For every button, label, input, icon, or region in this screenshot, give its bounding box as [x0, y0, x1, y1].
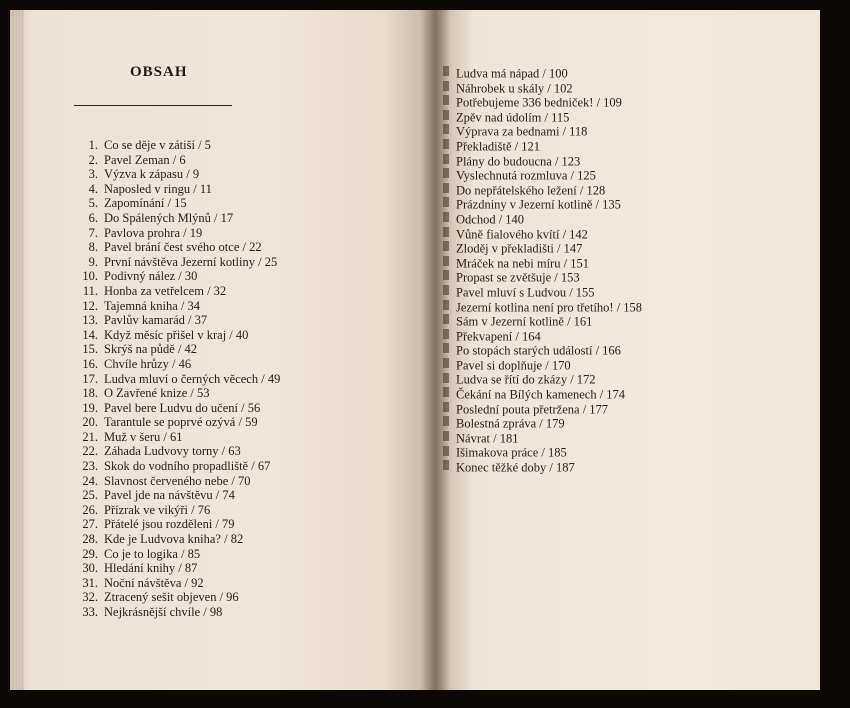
chapter-number: 33.	[82, 605, 98, 619]
chapter-entry	[456, 194, 642, 212]
chapter-number: 32.	[82, 590, 98, 605]
chapter-number: 17.	[82, 371, 98, 386]
chapter-title: Sám v Jezerní kotlině / 161	[456, 314, 593, 329]
gutter-mark	[443, 300, 449, 310]
chapter-entry	[76, 459, 280, 474]
chapter-number: 16.	[82, 356, 98, 371]
gutter-mark	[443, 358, 449, 368]
chapter-entry	[76, 415, 280, 430]
chapter-entry	[76, 357, 280, 372]
gutter-mark	[443, 416, 449, 426]
chapter-title: Ludva mluví o černých věcech / 49	[104, 371, 281, 386]
chapter-number: 21.	[82, 429, 98, 444]
chapter-title: Slavnost červeného nebe / 70	[104, 473, 251, 488]
page-edge	[10, 10, 24, 694]
chapter-title: Výprava za bednami / 118	[456, 124, 588, 139]
chapter-entry	[456, 253, 642, 271]
chapter-title: Išimakova práce / 185	[456, 446, 567, 461]
contents-title: OBSAH	[130, 64, 188, 80]
chapter-entry	[76, 240, 280, 255]
chapter-number: 27.	[82, 517, 98, 532]
chapter-title: Zloděj v překladišti / 147	[456, 241, 583, 256]
chapter-number: 4.	[88, 181, 98, 196]
chapter-entry	[76, 226, 280, 241]
gutter-mark	[443, 212, 449, 222]
chapter-title: Pavel bere Ludvu do učení / 56	[104, 400, 261, 415]
chapter-number: 18.	[82, 386, 98, 401]
gutter-mark	[443, 402, 449, 412]
chapter-title: Vyslechnutá rozmluva / 125	[456, 168, 596, 183]
chapter-title: Záhada Ludvovy torny / 63	[104, 444, 241, 459]
chapter-number: 26.	[82, 502, 98, 517]
chapter-number: 13.	[82, 313, 98, 328]
chapter-entry	[76, 386, 280, 401]
chapter-entry	[76, 430, 280, 445]
gutter-mark	[443, 95, 449, 105]
chapter-entry	[76, 299, 280, 314]
chapter-title: Mráček na nebi míru / 151	[456, 256, 589, 271]
bottom-shadow	[0, 690, 850, 708]
chapter-number: 22.	[82, 444, 98, 459]
chapter-entry	[456, 224, 642, 242]
chapter-title: Tajemná kniha / 34	[104, 298, 200, 313]
chapter-entry	[456, 78, 642, 96]
chapter-entry	[456, 238, 642, 256]
chapter-entry	[76, 138, 280, 153]
gutter-mark	[443, 431, 449, 441]
chapter-title: Návrat / 181	[456, 431, 519, 446]
chapter-entry	[456, 180, 642, 198]
chapter-title: Hledání knihy / 87	[104, 561, 198, 576]
chapter-title: Skrýš na půdě / 42	[104, 342, 198, 357]
chapter-number: 12.	[82, 298, 98, 313]
title-divider	[74, 105, 232, 106]
chapter-title: Pavlova prohra / 19	[104, 225, 203, 240]
chapter-number: 9.	[88, 254, 98, 269]
chapter-entry	[76, 182, 280, 197]
chapter-title: Co je to logika / 85	[104, 546, 201, 561]
chapter-entry	[456, 297, 643, 315]
chapter-title: Ztracený sešit objeven / 96	[104, 590, 239, 605]
chapter-title: Honba za vetřelcem / 32	[104, 283, 227, 298]
chapter-entry	[76, 269, 280, 284]
chapter-entry	[76, 401, 280, 416]
gutter-mark	[443, 343, 449, 353]
chapter-number: 10.	[82, 269, 98, 284]
chapter-entry	[456, 457, 642, 475]
chapter-title: Zapomínání / 15	[104, 196, 187, 211]
chapter-entry	[456, 282, 642, 300]
chapter-entry	[456, 267, 642, 285]
gutter-mark	[443, 154, 449, 164]
chapter-title: Poslední pouta přetržena / 177	[456, 402, 609, 417]
chapter-number: 20.	[82, 415, 98, 430]
chapter-title: Do Spálených Mlýnů / 17	[104, 210, 234, 225]
chapter-entry	[76, 313, 280, 328]
gutter-mark	[443, 110, 449, 120]
chapter-number: 14.	[82, 327, 98, 342]
gutter-mark	[443, 270, 449, 280]
chapter-entry	[76, 255, 280, 270]
chapter-title: Když měsíc přišel v kraj / 40	[104, 327, 249, 342]
chapter-title: Do nepřátelského ležení / 128	[456, 183, 606, 198]
chapter-title: Kde je Ludvova kniha? / 82	[104, 532, 244, 547]
chapter-entry	[76, 488, 280, 503]
gutter-mark	[443, 227, 449, 237]
chapter-entry	[76, 196, 280, 211]
chapter-number: 7.	[88, 225, 98, 240]
chapter-title: Odchod / 140	[456, 212, 525, 227]
chapter-entry	[76, 167, 280, 182]
chapter-title: Propast se zvětšuje / 153	[456, 270, 580, 285]
chapter-number: 8.	[88, 240, 98, 255]
chapter-title: Ludva má nápad / 100	[456, 66, 568, 81]
chapter-title: O Zavřené knize / 53	[104, 386, 210, 401]
chapter-title: Pavel jde na návštěvu / 74	[104, 488, 235, 503]
chapter-entry	[76, 372, 280, 387]
chapter-title: Potřebujeme 336 bedniček! / 109	[456, 95, 622, 110]
gutter-mark	[443, 387, 449, 397]
chapter-number: 24.	[82, 473, 98, 488]
gutter-mark	[443, 81, 449, 91]
gutter-mark	[443, 139, 449, 149]
chapter-title: Výzva k zápasu / 9	[104, 167, 200, 182]
chapter-title: Překladiště / 121	[456, 139, 541, 154]
chapter-entry	[76, 576, 280, 591]
chapter-title: Konec těžké doby / 187	[456, 460, 575, 475]
chapter-entry	[456, 121, 642, 139]
chapter-entry	[76, 532, 280, 547]
chapter-entry	[456, 442, 642, 461]
chapter-title: Prázdniny v Jezerní kotlině / 135	[456, 197, 621, 212]
chapter-number: 31.	[82, 575, 98, 590]
chapter-number: 19.	[82, 400, 98, 415]
chapter-title: Bolestná zpráva / 179	[456, 416, 565, 431]
chapter-entry	[76, 328, 280, 343]
chapter-title: Překvapení / 164	[456, 329, 541, 344]
chapter-title: Co se děje v zátiší / 5	[104, 138, 211, 152]
contents-list-left	[76, 138, 280, 620]
chapter-title: Přízrak ve vikýři / 76	[104, 502, 211, 517]
chapter-title: Po stopách starých událostí / 166	[456, 343, 621, 358]
chapter-entry	[76, 342, 280, 357]
chapter-title: Vůně fialového kvítí / 142	[456, 227, 588, 242]
chapter-entry	[456, 151, 642, 169]
chapter-title: Ludva se řítí do zkázy / 172	[456, 373, 596, 388]
contents-list-right	[456, 63, 643, 475]
chapter-title: První návštěva Jezerní kotliny / 25	[104, 254, 278, 269]
chapter-entry	[76, 444, 280, 459]
chapter-title: Pavel brání čest svého otce / 22	[104, 240, 262, 255]
chapter-entry	[76, 561, 280, 576]
chapter-entry	[456, 92, 642, 110]
chapter-entry	[76, 590, 280, 605]
chapter-entry	[76, 211, 280, 226]
chapter-number: 6.	[88, 210, 98, 225]
chapter-entry	[76, 605, 280, 620]
gutter-mark	[443, 460, 449, 470]
chapter-title: Zpěv nad údolím / 115	[456, 110, 570, 125]
chapter-number: 1.	[88, 138, 98, 152]
chapter-number: 5.	[88, 196, 98, 211]
chapter-title: Naposled v ringu / 11	[104, 181, 212, 196]
gutter-mark	[443, 197, 449, 207]
chapter-number: 2.	[88, 152, 98, 167]
chapter-number: 23.	[82, 459, 98, 474]
chapter-entry	[456, 340, 642, 358]
chapter-entry	[76, 517, 280, 532]
chapter-entry	[76, 153, 280, 168]
gutter-mark	[443, 66, 449, 76]
chapter-title: Plány do budoucna / 123	[456, 154, 581, 169]
chapter-title: Pavel mluví s Ludvou / 155	[456, 285, 595, 300]
gutter-mark	[443, 241, 449, 251]
chapter-title: Podivný nález / 30	[104, 269, 198, 284]
chapter-title: Noční návštěva / 92	[104, 575, 204, 590]
gutter-mark	[443, 314, 449, 324]
chapter-entry	[456, 165, 642, 183]
chapter-number: 25.	[82, 488, 98, 503]
gutter-mark	[443, 285, 449, 295]
gutter-mark	[443, 168, 449, 178]
chapter-title: Tarantule se poprvé ozývá / 59	[104, 415, 258, 430]
gutter-mark	[443, 124, 449, 134]
chapter-entry	[456, 413, 642, 431]
chapter-entry	[76, 474, 280, 489]
gutter-mark	[443, 183, 449, 193]
chapter-number: 3.	[88, 167, 98, 182]
chapter-number: 29.	[82, 546, 98, 561]
chapter-number: 15.	[82, 342, 98, 357]
chapter-title: Pavel Zeman / 6	[104, 152, 186, 167]
chapter-title: Pavel si doplňuje / 170	[456, 358, 571, 373]
chapter-title: Skok do vodního propadliště / 67	[104, 459, 271, 474]
chapter-entry	[76, 284, 280, 299]
chapter-title: Chvíle hrůzy / 46	[104, 356, 192, 371]
chapter-number: 11.	[82, 283, 98, 298]
chapter-entry	[76, 547, 280, 562]
chapter-title: Náhrobek u skály / 102	[456, 81, 573, 96]
gutter-mark	[443, 256, 449, 266]
chapter-entry	[456, 63, 642, 81]
chapter-title: Přátelé jsou rozděleni / 79	[104, 517, 235, 532]
chapter-number: 28.	[82, 532, 98, 547]
gutter-mark	[443, 446, 449, 456]
chapter-entry	[456, 369, 642, 388]
chapter-title: Nejkrásnější chvíle / 98	[104, 605, 223, 619]
chapter-title: Jezerní kotlina není pro třetího! / 158	[456, 300, 643, 315]
chapter-entry	[76, 503, 280, 518]
gutter-mark	[443, 329, 449, 339]
gutter-mark	[443, 373, 449, 383]
chapter-entry	[456, 384, 642, 402]
chapter-title: Čekání na Bílých kamenech / 174	[456, 387, 626, 402]
chapter-number: 30.	[82, 561, 98, 576]
chapter-title: Pavlův kamarád / 37	[104, 313, 208, 328]
chapter-title: Muž v šeru / 61	[104, 429, 183, 444]
